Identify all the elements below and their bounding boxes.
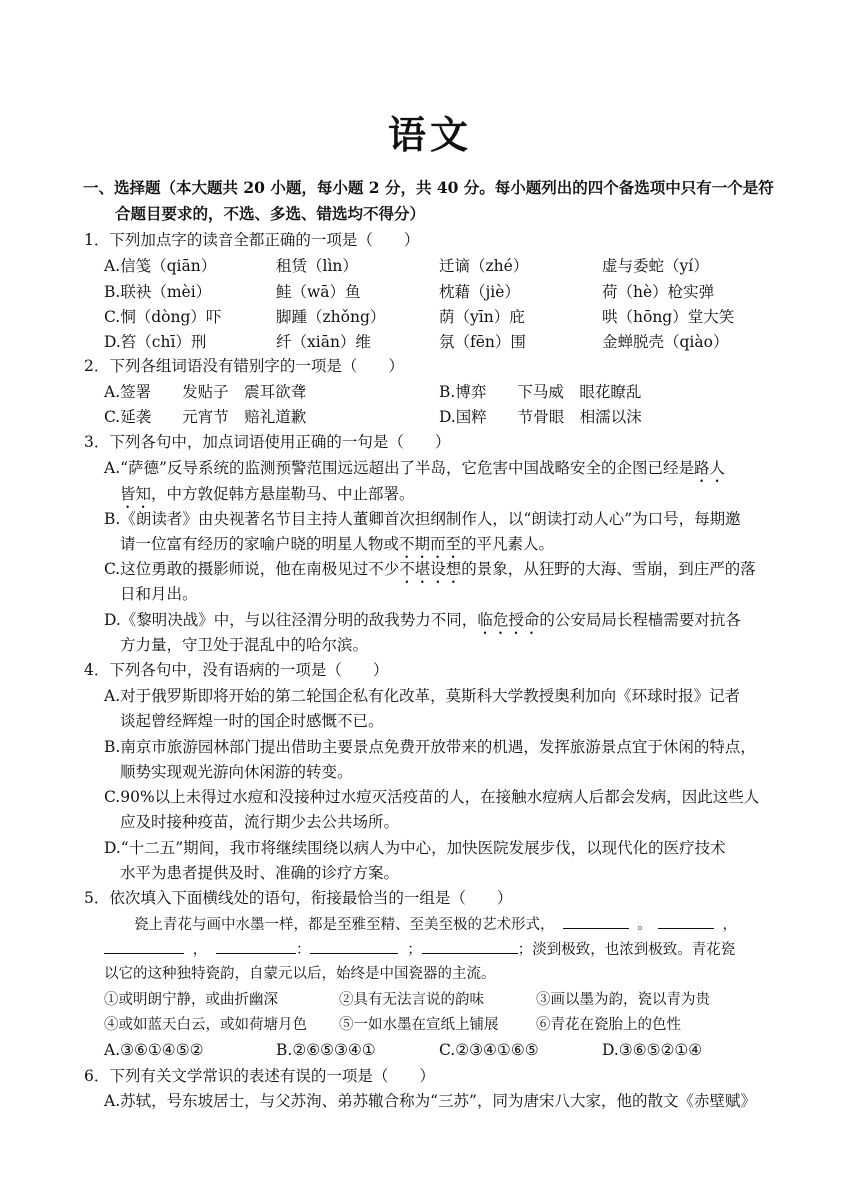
option-d: D.国粹 节骨眼 相濡以沫 bbox=[439, 408, 642, 426]
question-4-option-d: D.“十二五”期间，我市将继续围绕以病人为中心，加快医院发展步伐，以现代化的医疗技术 bbox=[104, 839, 726, 857]
option-cell: D.笞（chī）刑 bbox=[104, 333, 207, 351]
question-5-passage: 瓷上青花与画中水墨一样，都是至雅至精、至美至极的艺术形式， 。 ， bbox=[134, 914, 737, 935]
question-4-option-c: C.90%以上未得过水痘和没接种过水痘灭活疫苗的人，在接触水痘病人后都会发病，因此这些人 bbox=[104, 788, 760, 806]
dotted-phrase: 路人 bbox=[693, 459, 725, 477]
option-c: C.②③④①⑥⑤ bbox=[439, 1041, 539, 1059]
option-a: A.签署 发贴子 震耳欲聋 bbox=[104, 383, 307, 401]
option-cell: 租赁（lìn） bbox=[276, 257, 358, 275]
option-text: 的公安局局长程樯需要对抗各 bbox=[539, 611, 741, 629]
option-text: 的景象，从狂野的大海、雪崩，到庄严的落 bbox=[461, 560, 756, 578]
question-4-option-b: B.南京市旅游园林部门提出借助主要景点免费开放带来的机遇，发挥旅游景点宜于休闲的特点， bbox=[104, 738, 756, 756]
question-2-stem: 2．下列各组词语没有错别字的一项是（ ） bbox=[84, 357, 404, 375]
question-4-option-a-cont: 谈起曾经辉煌一时的国企时感慨不已。 bbox=[120, 712, 384, 730]
option-a: A.③⑥①④⑤② bbox=[104, 1041, 204, 1059]
question-3-stem: 3．下列各句中，加点词语使用正确的一句是（ ） bbox=[84, 433, 451, 451]
dotted-phrase: 临危授命 bbox=[477, 611, 540, 629]
item-4: ④或如蓝天白云，或如荷塘月色 bbox=[104, 1017, 307, 1033]
question-5-passage-cont: ， ： ； ；淡到极致，也浓到极致。青花瓷 bbox=[104, 939, 735, 960]
dotted-phrase: 不期而至 bbox=[399, 535, 462, 553]
passage-text: 瓷上青花与画中水墨一样，都是至雅至精、至美至极的艺术形式， bbox=[134, 917, 555, 933]
question-6-option-a: A.苏轼，号东坡居士，与父苏洵、弟苏辙合称为“三苏”，同为唐宋八大家，他的散文《赤壁赋》 bbox=[104, 1092, 756, 1110]
option-d: D.③⑥⑤②①④ bbox=[602, 1041, 703, 1059]
option-text: A.“萨德”反导系统的监测预警范围远远超出了半岛，它危害中国战略安全的企图已经是 bbox=[104, 459, 694, 477]
dotted-phrase: 皆知 bbox=[120, 485, 152, 503]
question-3-option-a-cont bbox=[120, 484, 415, 512]
option-cell: 氛（fēn）围 bbox=[439, 333, 526, 351]
question-4-option-b-cont: 顺势实现观光游向休闲游的转变。 bbox=[120, 763, 353, 781]
option-cell: 虚与委蛇（yí） bbox=[602, 257, 709, 275]
option-text: D.《黎明决战》中，与以往泾渭分明的敌我势力不同， bbox=[104, 611, 478, 629]
question-3-option-b-cont bbox=[120, 534, 554, 562]
item-2: ②具有无法言说的韵味 bbox=[339, 992, 484, 1008]
question-6-stem: 6．下列有关文学常识的表述有误的一项是（ ） bbox=[84, 1067, 435, 1085]
option-cell: 哄（hōng）堂大笑 bbox=[602, 308, 735, 326]
option-cell: 枕藉（jiè） bbox=[439, 283, 520, 301]
option-text: 的平凡素人。 bbox=[461, 535, 555, 553]
fill-blank bbox=[658, 914, 714, 929]
option-cell: 脚踵（zhǒng） bbox=[276, 308, 386, 326]
option-text: C.这位勇敢的摄影师说，他在南极见过不少 bbox=[104, 560, 400, 578]
option-c: C.延袭 元宵节 赔礼道歉 bbox=[104, 408, 307, 426]
question-5-stem: 5．依次填入下面横线处的语句，衔接最恰当的一组是（ ） bbox=[84, 889, 513, 907]
section-heading: 一、选择题（本大题共 20 小题，每小题 2 分，共 40 分。每小题列出的四个备选项中只有一个是符 bbox=[83, 178, 774, 197]
option-cell: C.恫（dòng）吓 bbox=[104, 308, 222, 326]
fill-blank bbox=[104, 939, 184, 954]
question-3-option-a bbox=[104, 458, 725, 486]
option-b: B.博弈 下马威 眼花瞭乱 bbox=[439, 383, 642, 401]
fill-blank bbox=[216, 939, 296, 954]
question-1-stem: 1．下列加点字的读音全都正确的一项是（ ） bbox=[84, 231, 420, 249]
question-3-option-d bbox=[104, 610, 741, 638]
fill-blank bbox=[310, 939, 398, 954]
option-text: 请一位富有经历的家喻户晓的明星人物或 bbox=[120, 535, 400, 553]
question-3-option-c-cont: 日和月出。 bbox=[120, 585, 198, 603]
option-cell: B.联袂（mèi） bbox=[104, 283, 212, 301]
question-3-option-d-cont: 方力量，守卫处于混乱中的哈尔滨。 bbox=[120, 636, 369, 654]
question-4-option-a: A.对于俄罗斯即将开始的第二轮国企私有化改革，莫斯科大学教授奥利加向《环球时报》记者 bbox=[104, 687, 741, 705]
question-4-option-c-cont: 应及时接种疫苗，流行期少去公共场所。 bbox=[120, 813, 400, 831]
option-cell: 鲑（wā）鱼 bbox=[276, 283, 361, 301]
item-3: ③画以墨为韵，瓷以青为贵 bbox=[536, 992, 710, 1008]
page-title: 语文 bbox=[387, 112, 472, 157]
option-cell: 荷（hè）枪实弹 bbox=[602, 283, 715, 301]
passage-text: ；淡到极致，也浓到极致。青花瓷 bbox=[517, 942, 736, 958]
option-text: ，中方敦促韩方悬崖勒马、中止部署。 bbox=[151, 485, 415, 503]
option-cell: A.信笺（qiān） bbox=[104, 257, 217, 275]
question-3-option-b: B.《朗读者》由央视著名节目主持人董卿首次担纲制作人，以“朗读打动人心”为口号，每期邀 bbox=[104, 510, 741, 528]
item-6: ⑥青花在瓷胎上的色性 bbox=[536, 1017, 681, 1033]
fill-blank bbox=[422, 939, 518, 954]
dotted-phrase: 不堪设想 bbox=[399, 560, 462, 578]
section-heading-cont: 合题目要求的，不选、多选、错选均不得分） bbox=[115, 204, 426, 223]
question-5-passage-end: 以它的这种独特瓷韵，自蒙元以后，始终是中国瓷器的主流。 bbox=[104, 966, 496, 982]
option-cell: 荫（yīn）庇 bbox=[439, 308, 525, 326]
item-1: ①或明朗宁静，或曲折幽深 bbox=[104, 992, 278, 1008]
question-4-stem: 4．下列各句中，没有语病的一项是（ ） bbox=[84, 661, 389, 679]
question-4-option-d-cont: 水平为患者提供及时、准确的诊疗方案。 bbox=[120, 864, 400, 882]
fill-blank bbox=[563, 914, 629, 929]
question-3-option-c bbox=[104, 559, 756, 587]
option-b: B.②⑥⑤③④① bbox=[276, 1041, 376, 1059]
item-5: ⑤一如水墨在宣纸上铺展 bbox=[339, 1017, 499, 1033]
option-cell: 金蝉脱壳（qiào） bbox=[602, 333, 729, 351]
option-cell: 迁谪（zhé） bbox=[439, 257, 529, 275]
option-cell: 纤（xiān）维 bbox=[276, 333, 371, 351]
